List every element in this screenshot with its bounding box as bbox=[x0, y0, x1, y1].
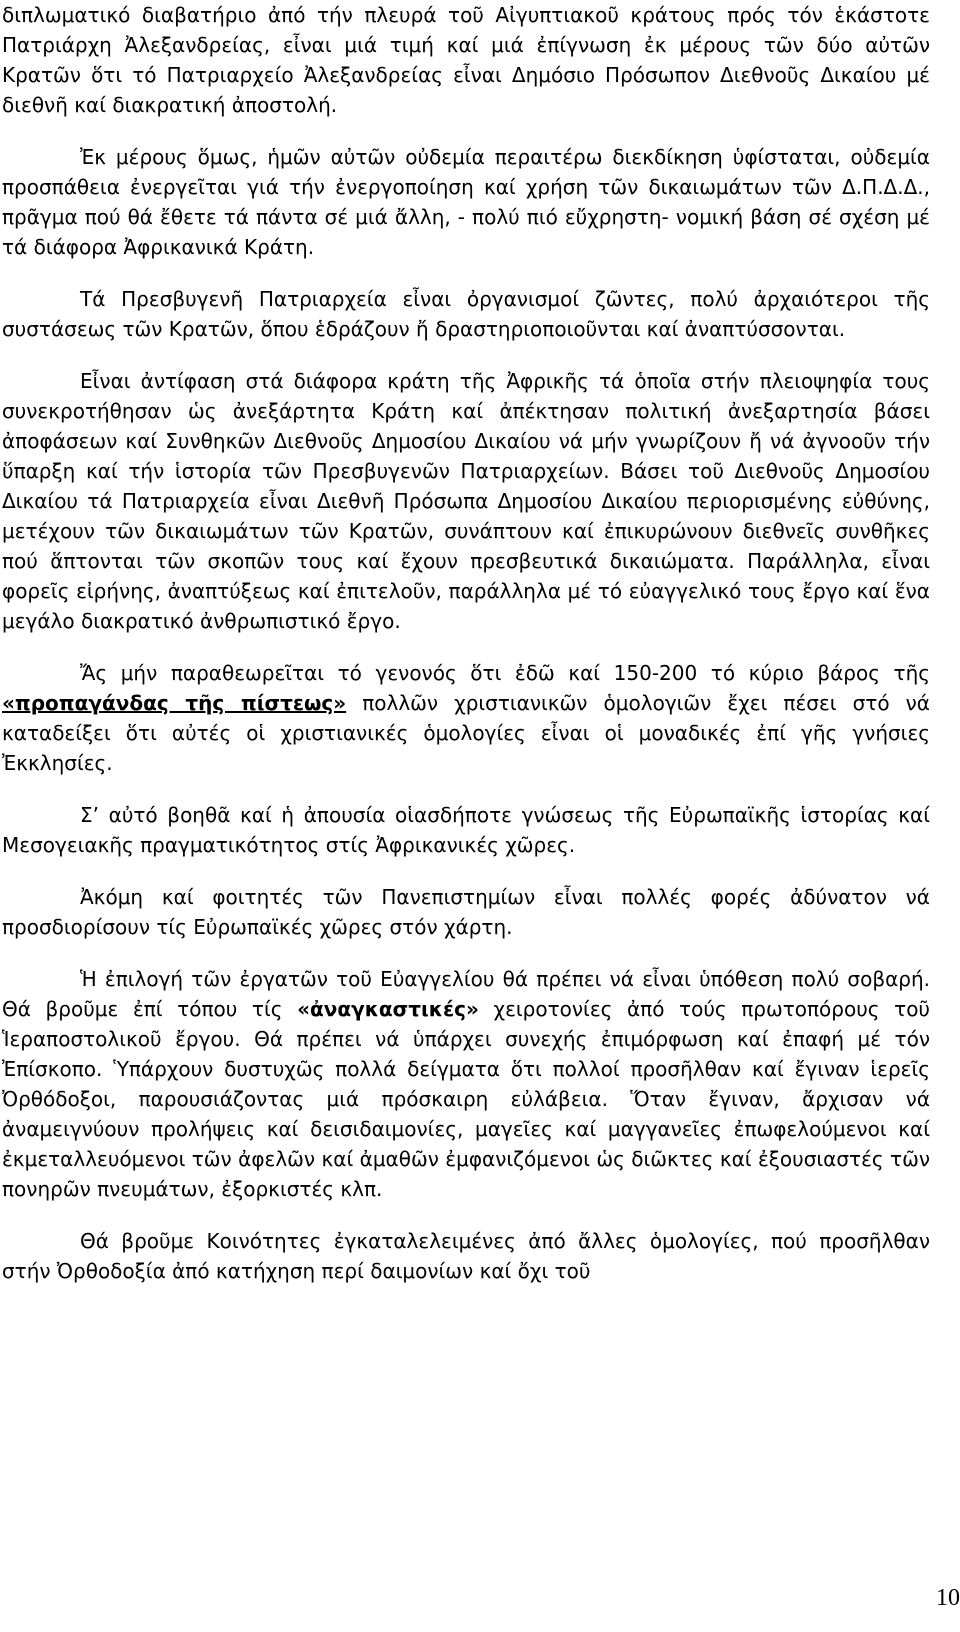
bold-phrase: «ἀναγκαστικές» bbox=[297, 997, 479, 1021]
body-text bbox=[2, 0, 930, 1308]
paragraph: Σ’ αὐτό βοηθᾶ καί ἡ ἀπουσία οἱασδήποτε γνώσεως τῆς Εὐρωπαϊκῆς ἱστορίας καί Μεσογειακῆς πραγματικότητος στίς Ἀφρικανικές χῶρες. bbox=[2, 803, 930, 857]
paragraph: Ἐκ μέρους ὅμως, ἡμῶν αὐτῶν οὐδεμία περαιτέρω διεκδίκηση ὑφίσταται, οὐδεμία προσπάθεια ἐνεργεῖται γιά τήν ἐνεργοποίηση καί χρήση τῶν δικαιωμάτων τῶν Δ.Π.Δ.Δ., πρᾶγμα πού θά ἔθετε τά πάντα σέ μιά ἄλλη, - πολύ πιό εὔχρηστη- νομική βάση σέ σχέση μέ τά διάφορα Ἀφρικανικά Κράτη. bbox=[2, 145, 930, 259]
bold-phrase: «προπαγάνδας τῆς πίστεως» bbox=[2, 691, 347, 715]
paragraph: Εἶναι ἀντίφαση στά διάφορα κράτη τῆς Ἀφρικῆς τά ὁποῖα στήν πλειοψηφία τους συνεκροτήθησαν ὡς ἀνεξάρτητα Κράτη καί ἀπέκτησαν πολιτική ἀνεξαρτησία βάσει ἀποφάσεων καί Συνθηκῶν Διεθνοῦς Δημοσίου Δικαίου νά μήν γνωρίζουν ἤ νά ἀγνοοῦν τήν ὕπαρξη καί τήν ἱστορία τῶν Πρεσβυγενῶν Πατριαρχείων. Βάσει τοῦ Διεθνοῦς Δημοσίου Δικαίου τά Πατριαρχεία εἶναι Διεθνῆ Πρόσωπα Δημοσίου Δικαίου περιορισμένης εὐθύνης, μετέχουν τῶν δικαιωμάτων τῶν Κρατῶν, συνάπτουν καί ἐπικυρώνουν διεθνεῖς συνθῆκες πού ἅπτονται τῶν σκοπῶν τους καί ἔχουν πρεσβευτικά δικαιώματα. Παράλληλα, εἶναι φορεῖς εἰρήνης, ἀναπτύξεως καί ἐπιτελοῦν, παράλληλα μέ τό εὐαγγελικό τους ἔργο καί ἕνα μεγάλο διακρατικό ἀνθρωπιστικό ἔργο. bbox=[2, 369, 930, 633]
paragraph-text: πολλῶν χριστιανικῶν ὁμολογιῶν ἔχει πέσει στό νά καταδείξει ὅτι αὐτές οἱ χριστιανικές ὁμολογίες εἶναι οἱ μοναδικές ἐπί γῆς γνήσιες Ἐκκλησίες. bbox=[2, 691, 930, 775]
paragraph-text: Ἡ ἐπιλογή τῶν ἐργατῶν τοῦ Εὐαγγελίου θά πρέπει νά εἶναι ὑπόθεση πολύ σοβαρή. Θά βροῦμε ἐπί τόπου τίς bbox=[2, 967, 930, 1021]
paragraph: Ἀκόμη καί φοιτητές τῶν Πανεπιστημίων εἶναι πολλές φορές ἀδύνατον νά προσδιορίσουν τίς Εὐρωπαϊκές χῶρες στόν χάρτη. bbox=[2, 885, 930, 939]
paragraph: Θά βροῦμε Κοινότητες ἐγκαταλελειμένες ἀπό ἄλλες ὁμολογίες, πού προσῆλθαν στήν Ὀρθοδοξία ἀπό κατήχηση περί δαιμονίων καί ὄχι τοῦ bbox=[2, 1229, 930, 1283]
paragraph bbox=[2, 964, 930, 1204]
paragraph-text: χειροτονίες ἀπό τούς πρωτοπόρους τοῦ Ἱεραποστολικοῦ ἔργου. Θά πρέπει νά ὑπάρχει συνεχής ἐπιμόρφωση καί ἐπαφή μέ τόν Ἐπίσκοπο. Ὑπάρχουν δυστυχῶς πολλά δείγματα ὅτι πολλοί προσῆλθαν καί ἔγιναν ἱερεῖς Ὀρθόδοξοι, παρουσιάζοντας μιά πρόσκαιρη εὐλάβεια. Ὅταν ἔγιναν, ἄρχισαν νά ἀναμειγνύουν προλήψεις καί δεισιδαιμονίες, μαγεῖες καί μαγγανεῖες ἐπωφελούμενοι καί ἐκμεταλλευόμενοι τῶν ἀφελῶν καί ἀμαθῶν ἐμφανιζόμενοι ὡς διῶκτες καί ἐξουσιαστές τῶν πονηρῶν πνευμάτων, ἐξορκιστές κλπ. bbox=[2, 997, 930, 1201]
paragraph-text: Ἄς μήν παραθεωρεῖται τό γενονός ὅτι ἐδῶ καί 150-200 τό κύριο βάρος τῆς bbox=[80, 661, 930, 685]
paragraph: Τά Πρεσβυγενῆ Πατριαρχεία εἶναι ὀργανισμοί ζῶντες, πολύ ἀρχαιότεροι τῆς συστάσεως τῶν Κρατῶν, ὅπου ἑδράζουν ἤ δραστηριοποιοῦνται καί ἀναπτύσσονται. bbox=[2, 287, 930, 341]
page-number: 10 bbox=[936, 1585, 960, 1611]
paragraph: διπλωματικό διαβατήριο ἀπό τήν πλευρά τοῦ Αἰγυπτιακοῦ κράτους πρός τόν ἑκάστοτε Πατριάρχη Ἀλεξανδρείας, εἶναι μιά τιμή καί μιά ἐπίγνωση ἐκ μέρους τῶν δύο αὐτῶν Κρατῶν ὅτι τό Πατριαρχείο Ἀλεξανδρείας εἶναι Δημόσιο Πρόσωπον Διεθνοῦς Δικαίου μέ διεθνῆ καί διακρατική ἀποστολή. bbox=[2, 3, 930, 117]
paragraph bbox=[2, 658, 930, 778]
